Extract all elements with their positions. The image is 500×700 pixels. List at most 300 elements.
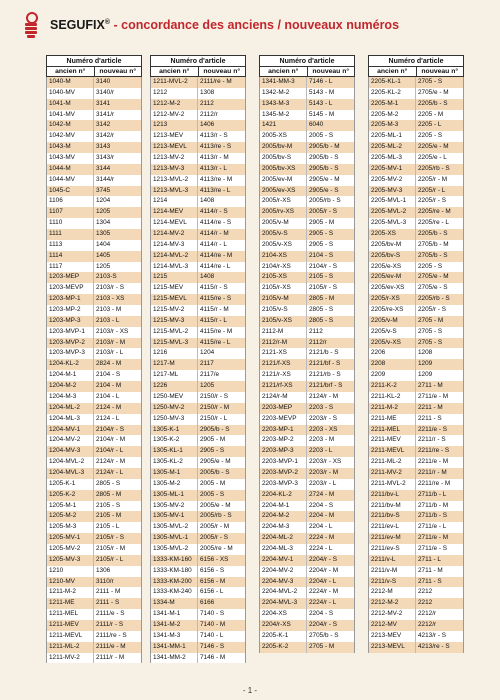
table-row — [46, 533, 142, 544]
new-number-cell: 2204 - M — [309, 512, 335, 520]
new-number-cell: 2103 - M — [96, 306, 122, 314]
table-row — [46, 272, 142, 283]
old-number-cell: 1343-M-3 — [260, 99, 307, 110]
new-number-cell: 3141 — [96, 99, 111, 107]
old-number-cell: 1226 — [151, 381, 198, 392]
table-row — [150, 598, 246, 609]
old-number-cell: 1045-C — [47, 186, 94, 197]
old-number-cell: 1043-M — [47, 142, 94, 153]
old-number-cell: 1204-MVL-3 — [47, 468, 94, 479]
old-number-cell: 1044-MV — [47, 175, 94, 186]
new-number-cell: 2203 - M — [309, 436, 335, 444]
segufix-logo-icon — [22, 12, 40, 38]
table-row — [150, 609, 246, 620]
new-number-cell: 2224 - M — [309, 534, 335, 542]
table-header — [368, 66, 464, 77]
new-number-cell: 2205/e - L — [418, 154, 447, 162]
table-row — [259, 620, 355, 631]
table-body — [46, 77, 142, 663]
table-row — [150, 153, 246, 164]
table-row — [46, 338, 142, 349]
table-row — [150, 446, 246, 457]
old-number-cell: 1305-MVL-2 — [151, 522, 198, 533]
new-number-cell: 5143 - M — [309, 88, 335, 96]
new-number-cell: 4213/r - S — [418, 631, 447, 639]
table-row — [46, 653, 142, 664]
new-number-cell: 2124/r - M — [96, 458, 126, 466]
new-number-cell: 2005/b - S — [200, 468, 230, 476]
new-number-cell: 2905/b - S — [309, 164, 339, 172]
table-row — [46, 175, 142, 186]
header-old-number: ancien n° — [151, 67, 199, 76]
old-number-cell: 2205-M-3 — [369, 120, 416, 131]
table-row — [368, 609, 464, 620]
table-row — [150, 359, 246, 370]
table-row — [259, 88, 355, 99]
old-number-cell: 2203-MP-2 — [260, 435, 307, 446]
table-row — [46, 294, 142, 305]
old-number-cell: 2205-MV-2 — [369, 175, 416, 186]
new-number-cell: 2205/r - S — [418, 197, 447, 205]
table-row — [259, 370, 355, 381]
new-number-cell: 2905 - M — [309, 219, 335, 227]
old-number-cell: 2205-KL-1 — [369, 77, 416, 88]
table-row — [46, 566, 142, 577]
table-header — [150, 66, 246, 77]
old-number-cell: 1203-MVP-3 — [47, 348, 94, 359]
new-number-cell: 2104 - S — [96, 371, 121, 379]
table-row — [259, 522, 355, 533]
table-row — [368, 446, 464, 457]
table-row — [259, 587, 355, 598]
new-number-cell: 2705 - M — [309, 642, 335, 650]
new-number-cell: 1204 — [96, 197, 111, 205]
new-number-cell: 2105/r - S — [96, 534, 125, 542]
table-row — [150, 642, 246, 653]
table-row — [259, 577, 355, 588]
new-number-cell: 2711/e - S — [418, 544, 448, 552]
table-row — [259, 566, 355, 577]
table-row — [259, 501, 355, 512]
new-number-cell: 5143 - L — [309, 99, 333, 107]
old-number-cell: 1213 — [151, 120, 198, 131]
new-number-cell: 2805 - S — [309, 306, 334, 314]
new-number-cell: 2224/r - M — [309, 588, 339, 596]
old-number-cell: 2104/r-XS — [260, 262, 307, 273]
old-number-cell: 1341-M-3 — [151, 631, 198, 642]
old-number-cell: 1204-MV-3 — [47, 446, 94, 457]
new-number-cell: 2204 - S — [309, 610, 334, 618]
table-column-3 — [259, 55, 355, 653]
table-row — [150, 381, 246, 392]
table-row — [368, 522, 464, 533]
old-number-cell: 1205-MV-3 — [47, 555, 94, 566]
new-number-cell: 1406 — [200, 121, 215, 129]
old-number-cell: 1205-K-2 — [47, 490, 94, 501]
old-number-cell: 1213-MVL-2 — [151, 175, 198, 186]
old-number-cell: 1211-MEL — [47, 609, 94, 620]
new-number-cell: 2124 - M — [96, 403, 122, 411]
table-row — [368, 631, 464, 642]
old-number-cell: 1204-ML-3 — [47, 414, 94, 425]
old-number-cell: 2204-MV-1 — [260, 555, 307, 566]
table-row — [150, 566, 246, 577]
old-number-cell: 2204-MV-2 — [260, 566, 307, 577]
table-row — [150, 272, 246, 283]
old-number-cell: 1214-MVL-2 — [151, 251, 198, 262]
table-row — [368, 207, 464, 218]
old-number-cell: 1341-MM-3 — [260, 77, 307, 88]
old-number-cell: 2121-XS — [260, 348, 307, 359]
old-number-cell: 2209 — [369, 370, 416, 381]
old-number-cell: 1203-MEP — [47, 272, 94, 283]
new-number-cell: 1308 — [200, 88, 215, 96]
old-number-cell: 2213-MEV — [369, 631, 416, 642]
old-number-cell: 1205-MV-2 — [47, 544, 94, 555]
table-title: Numéro d'article — [150, 55, 246, 66]
table-row — [368, 457, 464, 468]
table-row — [368, 305, 464, 316]
old-number-cell: 1305-M-1 — [151, 468, 198, 479]
new-number-cell: 2005 - M — [200, 479, 226, 487]
new-number-cell: 2005/r - S — [309, 208, 338, 216]
new-number-cell: 2711/b - L — [418, 490, 447, 498]
old-number-cell: 2204-M-3 — [260, 522, 307, 533]
table-row — [368, 153, 464, 164]
new-number-cell: 4113/re - L — [200, 186, 231, 194]
new-number-cell: 2205 - S — [418, 262, 443, 270]
header-new-number: nouveau n° — [203, 68, 241, 75]
new-number-cell: 2705 - M — [418, 316, 444, 324]
old-number-cell: 1203-MVP-1 — [47, 327, 94, 338]
old-number-cell: 1333-KM-200 — [151, 577, 198, 588]
old-number-cell: 1250-MV-2 — [151, 403, 198, 414]
new-number-cell: 2111/re - S — [96, 631, 127, 639]
new-number-cell: 1204 — [200, 349, 215, 357]
table-row — [259, 218, 355, 229]
new-number-cell: 4115/r - L — [200, 316, 227, 324]
new-number-cell: 2203/r - XS — [309, 458, 342, 466]
old-number-cell: 2205-ML-1 — [369, 131, 416, 142]
new-number-cell: 2112/r — [309, 338, 327, 346]
new-number-cell: 1405 — [96, 251, 111, 259]
old-number-cell: 1215-MEVL — [151, 294, 198, 305]
table-row — [150, 631, 246, 642]
new-number-cell: 2112 — [309, 327, 323, 335]
old-number-cell: 1203-MVP-2 — [47, 338, 94, 349]
old-number-cell: 2211/bv-L — [369, 490, 416, 501]
table-row — [150, 251, 246, 262]
new-number-cell: 2705 - S — [418, 78, 443, 85]
old-number-cell: 1214-MEV — [151, 207, 198, 218]
table-row — [368, 598, 464, 609]
old-number-cell: 2211/v-L — [369, 555, 416, 566]
new-number-cell: 2121/rb - S — [309, 371, 341, 379]
table-row — [259, 642, 355, 653]
new-number-cell: 2205/b - S — [418, 230, 448, 238]
table-row — [150, 392, 246, 403]
new-number-cell: 4115/r - S — [200, 284, 228, 292]
table-row — [150, 207, 246, 218]
table-row — [259, 240, 355, 251]
table-row — [46, 251, 142, 262]
new-number-cell: 3143 — [96, 143, 111, 151]
table-row — [46, 142, 142, 153]
table-row — [46, 316, 142, 327]
old-number-cell: 1215-MV-2 — [151, 305, 198, 316]
new-number-cell: 2105/r - L — [96, 555, 124, 563]
table-title: Numéro d'article — [368, 55, 464, 66]
table-row — [46, 490, 142, 501]
table-row — [368, 577, 464, 588]
new-number-cell: 2212/r — [418, 610, 437, 618]
new-number-cell: 1408 — [200, 197, 215, 205]
table-row — [368, 533, 464, 544]
new-number-cell: 2711/b - M — [418, 501, 449, 509]
table-row — [150, 218, 246, 229]
new-number-cell: 3141/r — [96, 110, 115, 118]
page-header — [22, 12, 399, 38]
new-number-cell: 2905 - M — [200, 436, 226, 444]
old-number-cell: 1305-ML-1 — [151, 490, 198, 501]
old-number-cell: 2203-MP-1 — [260, 425, 307, 436]
table-row — [368, 381, 464, 392]
old-number-cell: 1342-M-2 — [260, 88, 307, 99]
table-row — [368, 544, 464, 555]
new-number-cell: 2104/r - L — [96, 447, 124, 455]
table-row — [368, 294, 464, 305]
new-number-cell: 6040 — [309, 121, 324, 129]
table-row — [259, 316, 355, 327]
table-row — [259, 392, 355, 403]
new-number-cell: 6156 - S — [200, 566, 225, 574]
table-row — [46, 479, 142, 490]
new-number-cell: 2104/r - M — [96, 436, 126, 444]
new-number-cell: 1205 — [96, 262, 111, 270]
table-row — [46, 196, 142, 207]
old-number-cell: 2005/r-XS — [260, 196, 307, 207]
old-number-cell: 2121/r-XS — [260, 370, 307, 381]
table-row — [46, 327, 142, 338]
table-row — [368, 272, 464, 283]
new-number-cell: 2112 — [200, 99, 214, 107]
new-number-cell: 2105 - M — [96, 512, 122, 520]
old-number-cell: 2205-MV-1 — [369, 164, 416, 175]
old-number-cell: 1113 — [47, 240, 94, 251]
new-number-cell: 2103 - XS — [96, 295, 125, 303]
old-number-cell: 1211-MEV — [47, 620, 94, 631]
table-row — [46, 544, 142, 555]
old-number-cell: 1216 — [151, 348, 198, 359]
table-row — [46, 153, 142, 164]
table-row — [150, 120, 246, 131]
new-number-cell: 2805 - S — [309, 316, 334, 324]
table-row — [368, 164, 464, 175]
table-row — [150, 305, 246, 316]
old-number-cell: 1044-M — [47, 164, 94, 175]
old-number-cell: 2211-MEVL — [369, 446, 416, 457]
old-number-cell: 1041-M — [47, 99, 94, 110]
table-row — [368, 620, 464, 631]
new-number-cell: 2204 - S — [309, 501, 334, 509]
table-row — [46, 468, 142, 479]
old-number-cell: 1212 — [151, 88, 198, 99]
new-number-cell: 2205 - M — [418, 110, 444, 118]
new-number-cell: 7146 - S — [200, 642, 225, 650]
table-row — [368, 196, 464, 207]
old-number-cell: 1250-MV-3 — [151, 414, 198, 425]
table-body — [368, 77, 464, 653]
old-number-cell: 2205/r-XS — [369, 294, 416, 305]
new-number-cell: 2117/e — [200, 371, 220, 379]
old-number-cell: 2211-MEL — [369, 425, 416, 436]
old-number-cell: 2205-M-2 — [369, 110, 416, 121]
new-number-cell: 2103/r - L — [96, 349, 124, 357]
old-number-cell: 1204-ML-2 — [47, 403, 94, 414]
new-number-cell: 1304 — [96, 219, 111, 227]
table-row — [46, 359, 142, 370]
table-row — [368, 240, 464, 251]
table-row — [46, 425, 142, 436]
table-row — [259, 110, 355, 121]
old-number-cell: 2204-ML-2 — [260, 533, 307, 544]
old-number-cell: 2205-MVL-1 — [369, 196, 416, 207]
table-row — [259, 348, 355, 359]
table-row — [368, 186, 464, 197]
new-number-cell: 2711/e - L — [418, 523, 447, 531]
table-row — [368, 88, 464, 99]
table-row — [259, 120, 355, 131]
new-number-cell: 6156 - L — [200, 588, 224, 596]
page-number: - 1 - — [242, 686, 258, 695]
new-number-cell: 2905/b - S — [200, 425, 230, 433]
table-row — [46, 609, 142, 620]
header-new-number: nouveau n° — [99, 68, 137, 75]
old-number-cell: 2005/ev-M — [260, 175, 307, 186]
table-row — [46, 348, 142, 359]
old-number-cell: 2204-KL-2 — [260, 490, 307, 501]
new-number-cell: 2204/r - L — [309, 577, 337, 585]
table-row — [46, 511, 142, 522]
new-number-cell: 4115/re - M — [200, 327, 233, 335]
table-row — [259, 544, 355, 555]
old-number-cell: 1211-MV-2 — [47, 653, 94, 664]
old-number-cell: 2005/bv-M — [260, 142, 307, 153]
new-number-cell: 4213/re - S — [418, 642, 450, 650]
old-number-cell: 1211-MVL-2 — [151, 77, 198, 88]
old-number-cell: 2104-XS — [260, 251, 307, 262]
old-number-cell: 1213-MVL-3 — [151, 186, 198, 197]
new-number-cell: 2705 - S — [418, 338, 443, 346]
table-row — [150, 327, 246, 338]
old-number-cell: 2105/v-S — [260, 305, 307, 316]
old-number-cell: 2203-MEVP — [260, 414, 307, 425]
old-number-cell: 2105/r-XS — [260, 283, 307, 294]
table-row — [150, 457, 246, 468]
old-number-cell: 1341-MM-2 — [151, 653, 198, 664]
old-number-cell: 2121/rf-XS — [260, 381, 307, 392]
old-number-cell: 2211-ME — [369, 414, 416, 425]
table-row — [150, 511, 246, 522]
new-number-cell: 2104 - M — [96, 382, 122, 390]
table-row — [46, 283, 142, 294]
table-row — [150, 131, 246, 142]
old-number-cell: 2212-M — [369, 587, 416, 598]
table-row — [46, 164, 142, 175]
table-row — [150, 555, 246, 566]
table-row — [368, 435, 464, 446]
table-row — [46, 522, 142, 533]
table-row — [46, 240, 142, 251]
table-row — [150, 196, 246, 207]
old-number-cell: 2204-XS — [260, 609, 307, 620]
new-number-cell: 2205/b - S — [418, 99, 448, 107]
table-row — [150, 316, 246, 327]
table-row — [150, 294, 246, 305]
old-number-cell: 1421 — [260, 120, 307, 131]
old-number-cell: 1210 — [47, 566, 94, 577]
table-row — [150, 425, 246, 436]
old-number-cell: 2005/bv-XS — [260, 164, 307, 175]
new-number-cell: 2150/r - S — [200, 392, 229, 400]
new-number-cell: 2905/b - M — [309, 143, 340, 151]
old-number-cell: 2211/bv-S — [369, 511, 416, 522]
table-row — [259, 175, 355, 186]
new-number-cell: 1205 — [96, 208, 111, 216]
old-number-cell: 1305-MV-2 — [151, 501, 198, 512]
new-number-cell: 2204/r - S — [309, 620, 338, 628]
old-number-cell: 2211-KL-2 — [369, 392, 416, 403]
old-number-cell: 1215-MVL-3 — [151, 338, 198, 349]
table-row — [46, 631, 142, 642]
new-number-cell: 4114/r - S — [200, 208, 228, 216]
table-row — [368, 479, 464, 490]
new-number-cell: 3144 — [96, 164, 111, 172]
new-number-cell: 4114/re - M — [200, 251, 233, 259]
new-number-cell: 2121/brf - S — [309, 382, 343, 390]
old-number-cell: 1204-M-1 — [47, 370, 94, 381]
old-number-cell: 2205/ev-M — [369, 272, 416, 283]
table-row — [46, 392, 142, 403]
old-number-cell: 1305-K-2 — [151, 435, 198, 446]
new-number-cell: 1404 — [96, 240, 111, 248]
new-number-cell: 2105 - L — [96, 523, 120, 531]
old-number-cell: 1333-KM-180 — [151, 566, 198, 577]
table-row — [259, 229, 355, 240]
table-row — [46, 120, 142, 131]
old-number-cell: 2205-MVL-2 — [369, 207, 416, 218]
new-number-cell: 2005 - S — [309, 132, 334, 140]
old-number-cell: 1041-MV — [47, 110, 94, 121]
table-row — [46, 207, 142, 218]
new-number-cell: 2117 — [200, 360, 214, 368]
table-row — [368, 468, 464, 479]
new-number-cell: 3140/r — [96, 88, 115, 96]
table-row — [46, 218, 142, 229]
new-number-cell: 2211/re - S — [418, 447, 450, 455]
table-row — [259, 435, 355, 446]
table-row — [46, 381, 142, 392]
old-number-cell: 2205/bv-M — [369, 240, 416, 251]
old-number-cell: 1040-MV — [47, 88, 94, 99]
new-number-cell: 2105/r - S — [309, 284, 338, 292]
new-number-cell: 2711/e - M — [418, 534, 449, 542]
new-number-cell: 3142/r — [96, 132, 115, 140]
new-number-cell: 2711 - M — [418, 566, 443, 574]
new-number-cell: 2121/bf - S — [309, 360, 341, 368]
header-old-number: ancien n° — [260, 67, 308, 76]
table-body — [259, 77, 355, 653]
